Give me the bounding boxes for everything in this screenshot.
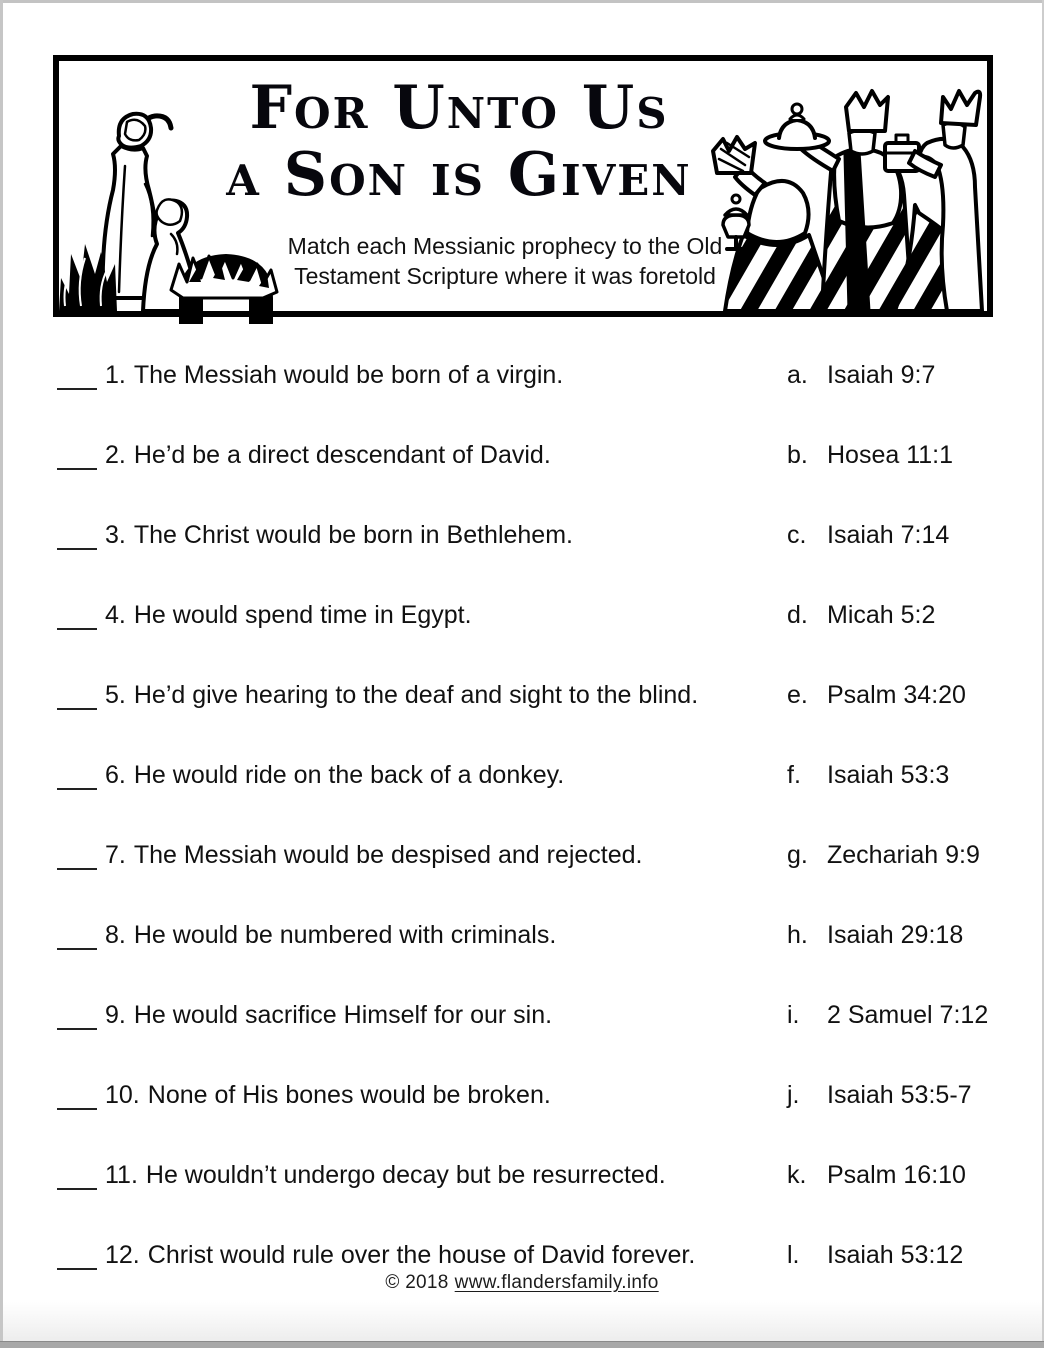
reference-text: Psalm 34:20 (827, 681, 966, 709)
answer-blank (57, 684, 97, 710)
reference-text: Isaiah 7:14 (827, 521, 950, 549)
title-line-2: a Son is Given (226, 140, 692, 210)
prophecy-text: 11. He wouldn’t undergo decay but be resurrected. (105, 1161, 666, 1189)
worksheet-row (57, 840, 997, 920)
answer-blank (57, 764, 97, 790)
prophecy-number: 6. (105, 761, 126, 789)
worksheet-row (57, 1080, 997, 1160)
answer-blank (57, 524, 97, 550)
prophecy-number: 5. (105, 681, 126, 709)
reference-text: Isaiah 9:7 (827, 361, 936, 389)
wise-men-illustration (697, 85, 987, 311)
worksheet-row (57, 1000, 997, 1080)
website-link[interactable]: www.flandersfamily.info (454, 1272, 659, 1293)
answer-blank (57, 604, 97, 630)
reference-letter: j. (787, 1081, 800, 1109)
prophecy-number: 11. (105, 1161, 138, 1189)
answer-blank (57, 364, 97, 390)
reference-text: Isaiah 29:18 (827, 921, 964, 949)
prophecy-number: 3. (105, 521, 126, 549)
reference-text: Isaiah 53:12 (827, 1241, 964, 1269)
reference-letter: e. (787, 681, 808, 709)
reference-letter: l. (787, 1241, 800, 1269)
reference-letter: i. (787, 1001, 800, 1029)
prophecy-text: 1. The Messiah would be born of a virgin. (105, 361, 564, 389)
copyright-footer (0, 1272, 1044, 1294)
header-banner (53, 55, 993, 317)
prophecy-number: 4. (105, 601, 126, 629)
prophecy-number: 12. (105, 1241, 140, 1269)
reference-text: Isaiah 53:5-7 (827, 1081, 972, 1109)
answer-blank (57, 1004, 97, 1030)
viewer-edge-bottom (0, 1341, 1044, 1348)
reference-text: Isaiah 53:3 (827, 761, 950, 789)
reference-text: Micah 5:2 (827, 601, 936, 629)
reference-letter: c. (787, 521, 807, 549)
worksheet-title (189, 75, 729, 209)
answer-blank (57, 444, 97, 470)
reference-text: Hosea 11:1 (827, 441, 954, 469)
answer-blank (57, 1244, 97, 1270)
reference-text: Psalm 16:10 (827, 1161, 966, 1189)
answer-blank (57, 1084, 97, 1110)
worksheet-row (57, 360, 997, 440)
instructions-line-1: Match each Messianic prophecy to the Old (287, 233, 723, 259)
prophecy-number: 2. (105, 441, 126, 469)
copyright-text: © 2018 (385, 1272, 449, 1293)
reference-letter: k. (787, 1161, 807, 1189)
reference-text: Zechariah 9:9 (827, 841, 980, 869)
prophecy-text: 3. The Christ would be born in Bethlehem. (105, 521, 573, 549)
reference-letter: d. (787, 601, 808, 629)
worksheet-row (57, 1160, 997, 1240)
prophecy-number: 9. (105, 1001, 126, 1029)
prophecy-text: 2. He’d be a direct descendant of David. (105, 441, 551, 469)
title-line-1: For Unto Us (249, 73, 669, 143)
prophecy-number: 7. (105, 841, 126, 869)
viewer-edge-top (0, 0, 1044, 3)
matching-list (57, 360, 997, 1320)
reference-letter: g. (787, 841, 808, 869)
prophecy-text: 7. The Messiah would be despised and rejected. (105, 841, 643, 869)
prophecy-text: 4. He would spend time in Egypt. (105, 601, 472, 629)
prophecy-number: 8. (105, 921, 126, 949)
worksheet-instructions (245, 231, 765, 291)
prophecy-text: 9. He would sacrifice Himself for our sin. (105, 1001, 553, 1029)
prophecy-text: 6. He would ride on the back of a donkey. (105, 761, 565, 789)
prophecy-text: 8. He would be numbered with criminals. (105, 921, 557, 949)
prophecy-text: 12. Christ would rule over the house of David forever. (105, 1241, 696, 1269)
reference-letter: f. (787, 761, 801, 789)
viewer-edge-left (0, 0, 3, 1348)
worksheet-row (57, 920, 997, 1000)
instructions-line-2: Testament Scripture where it was foretold (294, 263, 716, 289)
worksheet-row (57, 680, 997, 760)
page-bottom-shadow (3, 1302, 1042, 1341)
worksheet-row (57, 520, 997, 600)
worksheet-row (57, 600, 997, 680)
prophecy-text: 5. He’d give hearing to the deaf and sight to the blind. (105, 681, 699, 709)
worksheet-row (57, 760, 997, 840)
reference-letter: h. (787, 921, 808, 949)
answer-blank (57, 844, 97, 870)
reference-letter: b. (787, 441, 808, 469)
answer-blank (57, 1164, 97, 1190)
answer-blank (57, 924, 97, 950)
prophecy-text: 10. None of His bones would be broken. (105, 1081, 551, 1109)
prophecy-number: 1. (105, 361, 126, 389)
reference-letter: a. (787, 361, 808, 389)
worksheet-row (57, 440, 997, 520)
prophecy-number: 10. (105, 1081, 140, 1109)
reference-text: 2 Samuel 7:12 (827, 1001, 989, 1029)
